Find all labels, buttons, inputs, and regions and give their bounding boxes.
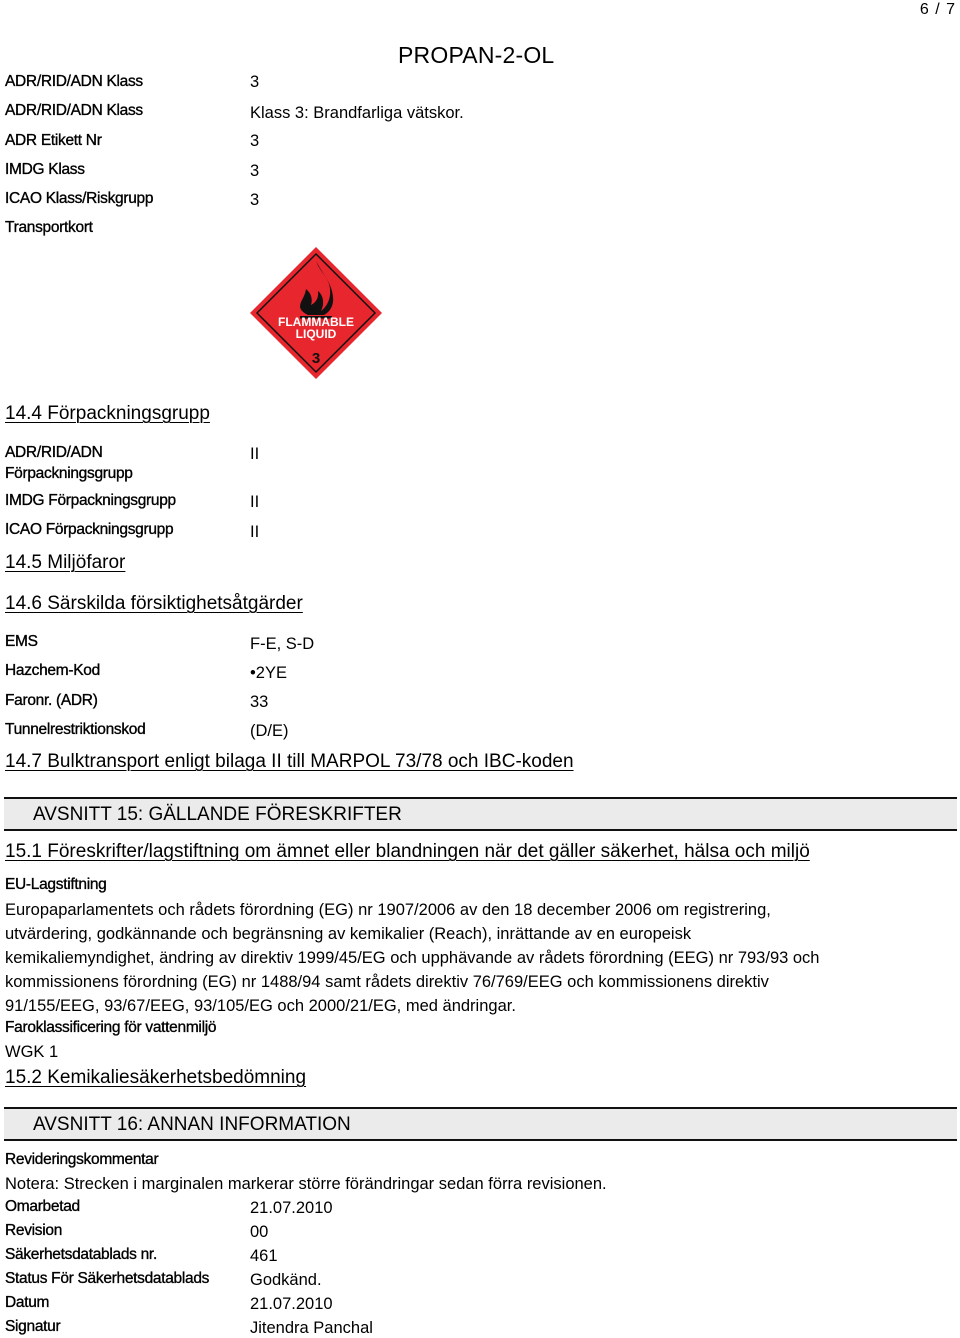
sds-number-value: 461 [250, 1247, 278, 1265]
icao-class-value: 3 [250, 191, 260, 209]
icao-class-label: ICAO Klass/Riskgrupp [5, 190, 154, 207]
signature-value: Jitendra Panchal [250, 1319, 373, 1337]
page-total: 7 [946, 1, 956, 18]
pictogram-line2: LIQUID [295, 327, 337, 341]
sds-status-value: Godkänd. [250, 1271, 322, 1289]
pictogram-number: 3 [311, 350, 321, 367]
revision-comment-value: Notera: Strecken i marginalen markerar större förändringar sedan förra revisionen. [5, 1175, 607, 1193]
revision-comment-label: Revideringskommentar [5, 1151, 159, 1168]
section-16-title: AVSNITT 16: ANNAN INFORMATION [33, 1114, 351, 1135]
imdg-packing-group-value: II [250, 493, 260, 511]
icao-packing-group-label: ICAO Förpackningsgrupp [5, 521, 174, 538]
revision-value: 00 [250, 1223, 269, 1241]
section-15-1-heading: 15.1 Föreskrifter/lagstiftning om ämnet eller blandningen när det gäller säkerhet, hälsa och miljö [5, 841, 810, 862]
eu-legislation-line: 91/155/EEG, 93/67/EEG, 93/105/EG och 2000/21/EG, med ändringar. [5, 997, 516, 1015]
imdg-packing-group-label: IMDG Förpackningsgrupp [5, 492, 176, 509]
document-title: PROPAN-2-OL [398, 42, 555, 68]
section-14-5-heading: 14.5 Miljöfaror [5, 552, 126, 573]
page-separator: / [935, 1, 941, 18]
revised-date-value: 21.07.2010 [250, 1199, 333, 1217]
hazchem-code-value: •2YE [250, 664, 287, 682]
adr-class-value: 3 [250, 73, 260, 91]
sds-status-label: Status För Säkerhetsdatablads [5, 1270, 210, 1287]
adr-packing-group-label-line1: ADR/RID/ADN [5, 444, 103, 461]
section-15-title: AVSNITT 15: GÄLLANDE FÖRESKRIFTER [33, 804, 402, 825]
adr-label-number-value: 3 [250, 132, 260, 150]
hazchem-code-label: Hazchem-Kod [5, 662, 100, 679]
pictogram-line1: FLAMMABLE [278, 315, 354, 329]
tunnel-code-label: Tunnelrestriktionskod [5, 721, 146, 738]
signature-label: Signatur [5, 1318, 61, 1335]
eu-legislation-line: kommissionens förordning (EG) nr 1488/94 samt rådets direktiv 76/769/EEG och kommissionens direktiv [5, 973, 769, 991]
adr-packing-group-label-line2: Förpackningsgrupp [5, 465, 133, 482]
date-value: 21.07.2010 [250, 1295, 333, 1313]
date-label: Datum [5, 1294, 50, 1311]
water-hazard-label: Faroklassificering för vattenmiljö [5, 1019, 217, 1036]
eu-legislation-line: kemikaliemyndighet, ändring av direktiv 1999/45/EG och upphävande av rådets förordning (EEG) nr 793/93 och [5, 949, 820, 967]
adr-class-label-2: ADR/RID/ADN Klass [5, 102, 143, 119]
eu-legislation-line: Europaparlamentets och rådets förordning (EG) nr 1907/2006 av den 18 december 2006 om registrering, [5, 901, 771, 919]
hazard-number-label: Faronr. (ADR) [5, 692, 98, 709]
section-15-bar [4, 797, 957, 831]
imdg-class-value: 3 [250, 162, 260, 180]
section-14-4-heading: 14.4 Förpackningsgrupp [5, 403, 210, 424]
page-number [920, 1, 956, 19]
transport-card-label: Transportkort [5, 219, 93, 236]
sds-number-label: Säkerhetsdatablads nr. [5, 1246, 157, 1263]
section-15-2-heading: 15.2 Kemikaliesäkerhetsbedömning [5, 1067, 307, 1088]
eu-legislation-text [5, 898, 955, 1018]
eu-legislation-line: utvärdering, godkännande och begränsning av kemikalier (Reach), inrättande av en europeisk [5, 925, 692, 943]
section-14-7-heading: 14.7 Bulktransport enligt bilaga II till MARPOL 73/78 och IBC-koden [5, 751, 574, 772]
water-hazard-value: WGK 1 [5, 1043, 59, 1061]
adr-packing-group-value: II [250, 445, 260, 463]
section-16-bar [4, 1107, 957, 1141]
section-14-6-heading: 14.6 Särskilda försiktighetsåtgärder [5, 593, 303, 614]
adr-class-description: Klass 3: Brandfarliga vätskor. [250, 104, 464, 122]
tunnel-code-value: (D/E) [250, 722, 289, 740]
imdg-class-label: IMDG Klass [5, 161, 85, 178]
icao-packing-group-value: II [250, 523, 260, 541]
page-current: 6 [919, 1, 930, 18]
ems-value: F-E, S-D [250, 635, 315, 653]
revision-label: Revision [5, 1222, 63, 1239]
ems-label: EMS [5, 633, 38, 650]
eu-legislation-label: EU-Lagstiftning [5, 876, 107, 893]
flammable-liquid-pictogram-icon [248, 245, 384, 381]
revised-date-label: Omarbetad [5, 1198, 80, 1215]
adr-class-label: ADR/RID/ADN Klass [5, 73, 143, 90]
adr-label-number-label: ADR Etikett Nr [5, 132, 102, 149]
hazard-number-value: 33 [250, 693, 269, 711]
